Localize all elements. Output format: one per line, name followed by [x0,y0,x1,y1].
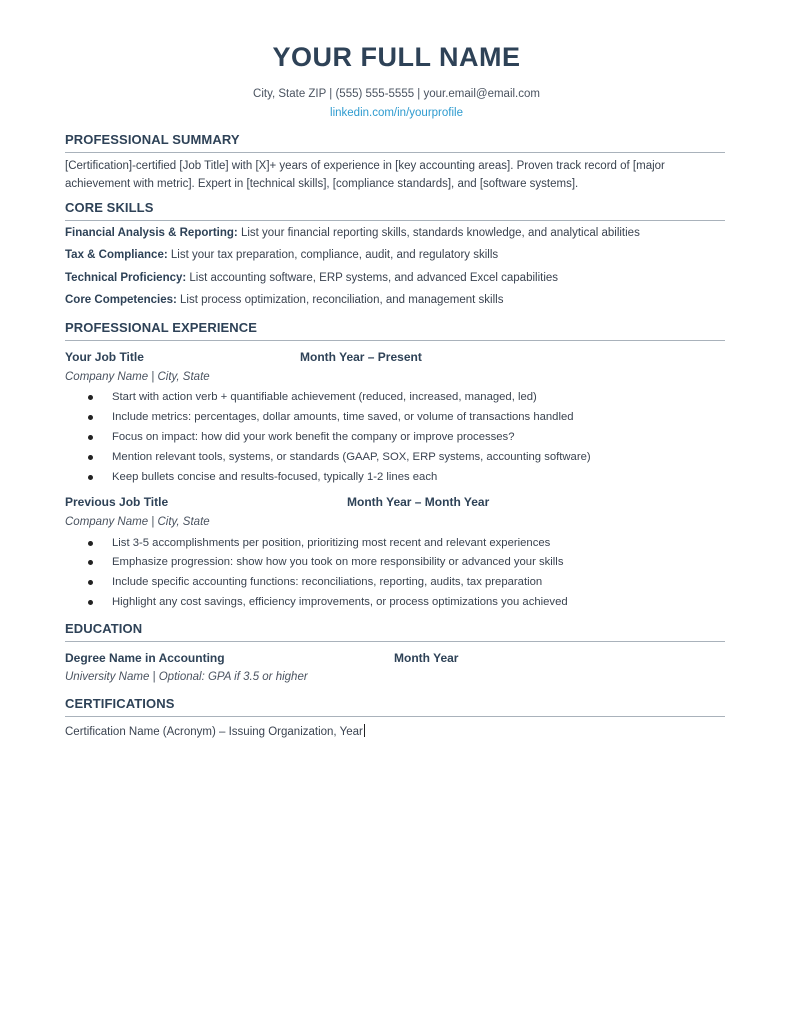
section-heading-skills[interactable]: CORE SKILLS [65,200,725,221]
bullet-dot-icon [88,600,93,605]
bullet-text: Mention relevant tools, systems, or standards (GAAP, SOX, ERP systems, accounting software) [112,451,591,463]
bullet-text: List 3-5 accomplishments per position, prioritizing most recent and relevant experiences [112,537,551,549]
section-heading-certifications[interactable]: CERTIFICATIONS [65,696,725,717]
job-title[interactable]: Your Job Title [65,350,144,364]
bullet-dot-icon [88,455,93,460]
bullet-dot-icon [88,415,93,420]
bullet-dot-icon [88,580,93,585]
summary-line-1[interactable]: [Certification]-certified [Job Title] with [X]+ years of experience in [key accounting areas]. Proven track record of [major [65,160,665,172]
skill-text: List accounting software, ERP systems, and advanced Excel capabilities [186,272,559,284]
section-heading-summary[interactable]: PROFESSIONAL SUMMARY [65,132,725,153]
section-heading-education[interactable]: EDUCATION [65,621,725,642]
linkedin-link[interactable]: linkedin.com/in/yourprofile [330,107,463,119]
skill-label: Financial Analysis & Reporting: [65,227,238,239]
bullet-text: Focus on impact: how did your work benefit the company or improve processes? [112,431,515,443]
certification-text: Certification Name (Acronym) – Issuing Organization, Year [65,726,363,738]
job-dates[interactable]: Month Year – Present [300,350,422,364]
certification-line[interactable] [65,724,725,738]
skill-label: Technical Proficiency: [65,272,187,284]
education-date[interactable]: Month Year [394,651,459,665]
summary-line-2[interactable]: achievement with metric]. Expert in [technical skills], [compliance standards], and [software systems]. [65,178,579,190]
company-line[interactable]: Company Name | City, State [65,371,210,383]
contact-line[interactable]: City, State ZIP | (555) 555-5555 | your.email@email.com [253,88,540,100]
skill-text: List your tax preparation, compliance, audit, and regulatory skills [167,249,499,261]
skill-label: Core Competencies: [65,294,177,306]
bullet-text: Start with action verb + quantifiable achievement (reduced, increased, managed, led) [112,391,537,403]
full-name[interactable]: YOUR FULL NAME [272,42,521,72]
skill-text: List process optimization, reconciliation, and management skills [176,294,504,306]
bullet-text: Highlight any cost savings, efficiency improvements, or process optimizations you achieved [112,596,568,608]
skill-line[interactable] [65,272,725,284]
bullet-text: Keep bullets concise and results-focused, typically 1-2 lines each [112,471,438,483]
skill-line[interactable] [65,227,725,239]
bullet-text: Emphasize progression: show how you took on more responsibility or advanced your skills [112,556,564,568]
skill-line[interactable] [65,294,725,306]
text-cursor [364,724,365,737]
bullet-dot-icon [88,435,93,440]
bullet-dot-icon [88,541,93,546]
bullet-text: Include metrics: percentages, dollar amounts, time saved, or volume of transactions handled [112,411,574,423]
section-heading-experience[interactable]: PROFESSIONAL EXPERIENCE [65,320,725,341]
job-title[interactable]: Previous Job Title [65,495,169,509]
bullet-dot-icon [88,475,93,480]
skill-label: Tax & Compliance: [65,249,168,261]
company-line[interactable]: Company Name | City, State [65,516,210,528]
bullet-text: Include specific accounting functions: reconciliations, reporting, audits, tax preparation [112,576,543,588]
bullet-dot-icon [88,395,93,400]
skill-text: List your financial reporting skills, standards knowledge, and analytical abilities [237,227,640,239]
university-line[interactable]: University Name | Optional: GPA if 3.5 or higher [65,671,308,683]
job-dates[interactable]: Month Year – Month Year [347,495,490,509]
bullet-dot-icon [88,560,93,565]
degree-name[interactable]: Degree Name in Accounting [65,651,225,665]
skill-line[interactable] [65,249,725,261]
